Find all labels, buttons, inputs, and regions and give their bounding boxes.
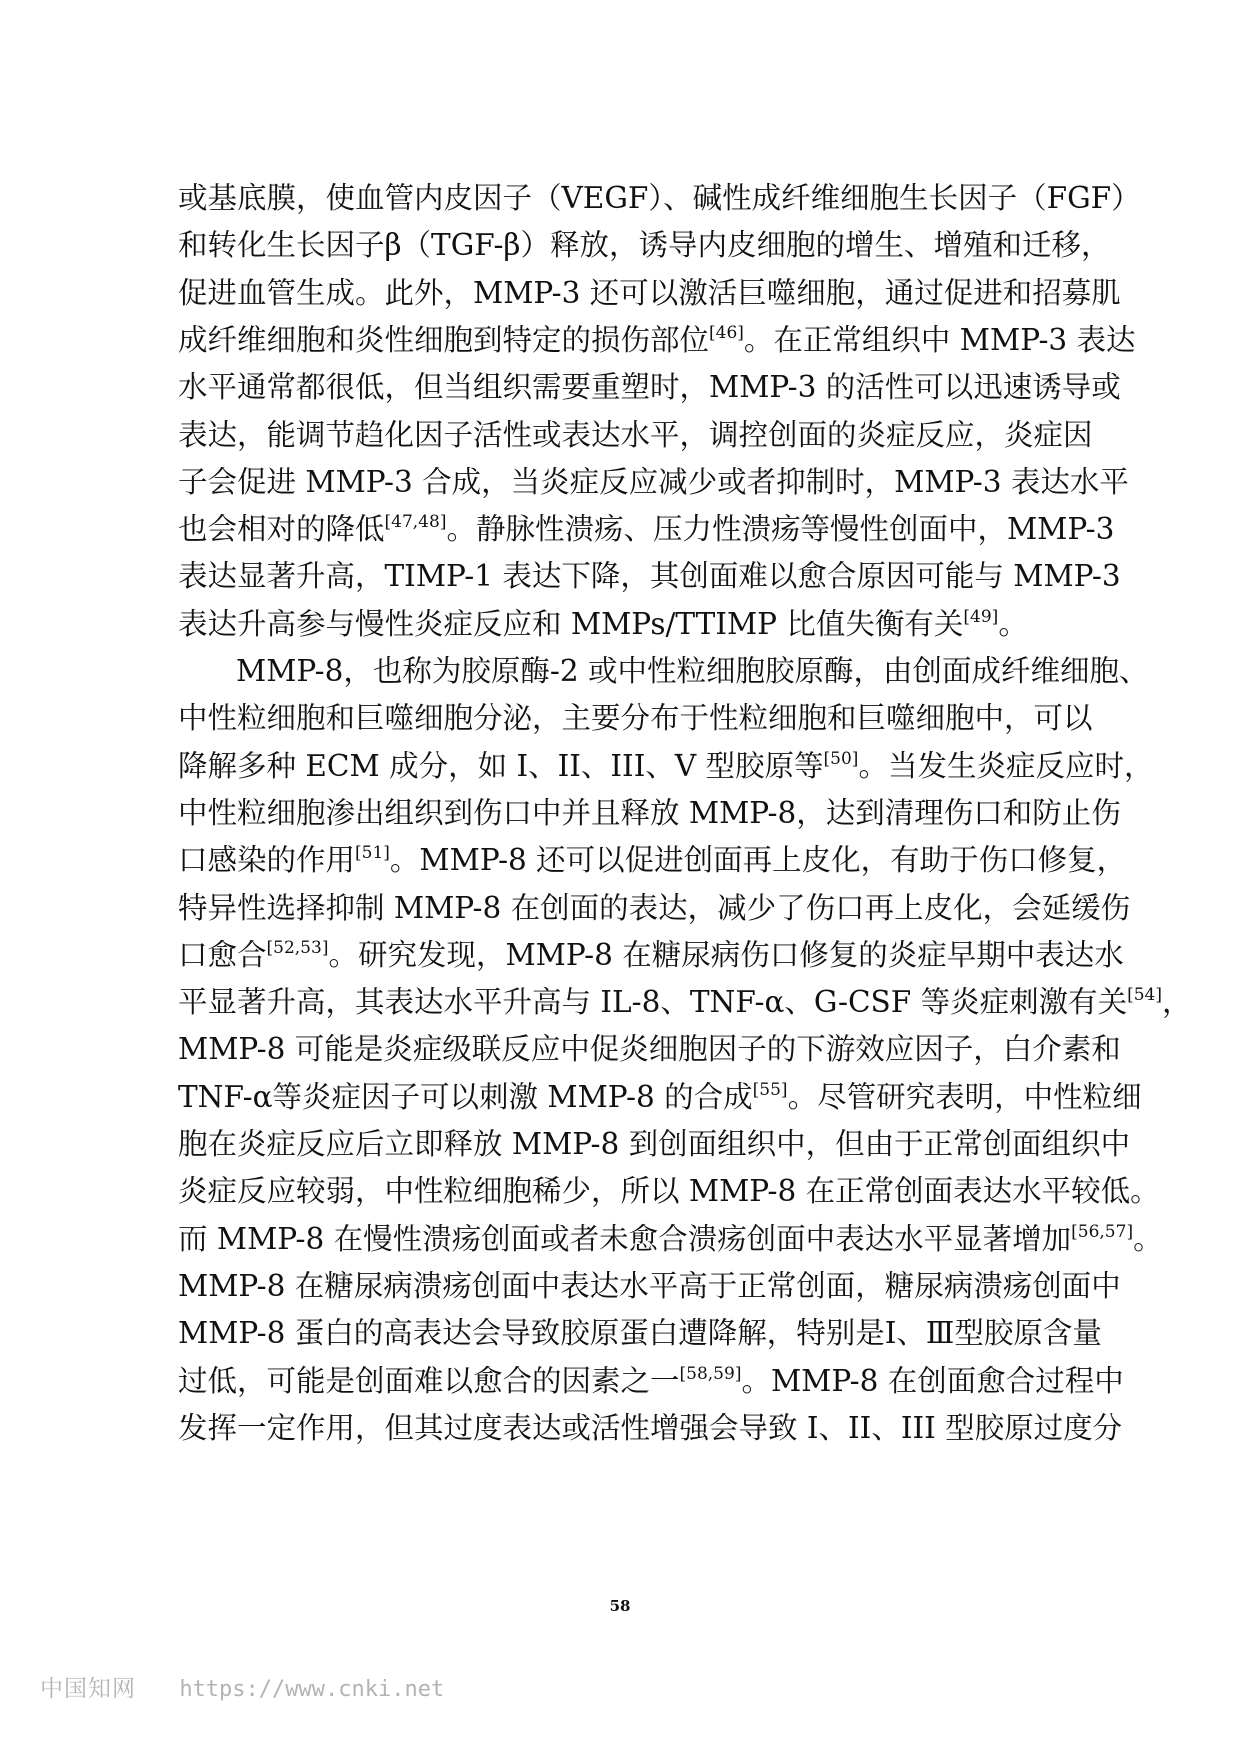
line-text-continued: 。研究发现，MMP-8 在糖尿病伤口修复的炎症早期中表达水 xyxy=(328,938,1124,972)
citation-reference: [52,53] xyxy=(266,938,329,959)
text-line xyxy=(236,651,1149,691)
text-line xyxy=(178,1171,1160,1211)
citation-reference: [54] xyxy=(1127,985,1162,1006)
line-text: 降解多种 ECM 成分，如 I、II、III、V 型胶原等 xyxy=(178,749,824,783)
citation-reference: [55] xyxy=(752,1080,788,1101)
line-text: 平显著升高，其表达水平升高与 IL-8、TNF-α、G-CSF 等炎症刺激有关 xyxy=(178,985,1128,1019)
text-line xyxy=(178,604,1098,644)
text-line xyxy=(178,1029,1121,1069)
text-line xyxy=(178,1077,1142,1117)
line-text: 也会相对的降低 xyxy=(178,512,385,546)
cnki-watermark xyxy=(40,1670,444,1703)
text-line xyxy=(178,746,1154,786)
text-line xyxy=(178,1361,1124,1401)
line-text: 表达升高参与慢性炎症反应和 MMPs/TTIMP 比值失衡有关 xyxy=(178,607,964,641)
text-line xyxy=(178,888,1131,928)
watermark-url: https://www.cnki.net xyxy=(179,1677,445,1702)
line-text-continued: 。MMP-8 在创面愈合过程中 xyxy=(741,1364,1124,1398)
text-line xyxy=(178,1266,1121,1306)
line-text: MMP-8 可能是炎症级联反应中促炎细胞因子的下游效应因子，白介素和 xyxy=(178,1032,1121,1066)
line-text-continued: ， xyxy=(1162,985,1192,1019)
line-text: 促进血管生成。此外，MMP-3 还可以激活巨噬细胞，通过促进和招募肌 xyxy=(178,276,1121,310)
text-line xyxy=(178,462,1129,502)
text-line xyxy=(178,320,1136,360)
line-text: 特异性选择抑制 MMP-8 在创面的表达，减少了伤口再上皮化，会延缓伤 xyxy=(178,891,1131,925)
line-text: 成纤维细胞和炎性细胞到特定的损伤部位 xyxy=(178,323,710,357)
citation-reference: [46] xyxy=(709,323,744,344)
line-text: MMP-8 蛋白的高表达会导致胶原蛋白遭降解，特别是Ⅰ、Ⅲ型胶原含量 xyxy=(178,1316,1102,1350)
citation-reference: [50] xyxy=(823,749,859,770)
line-text: 子会促进 MMP-3 合成，当炎症反应减少或者抑制时，MMP-3 表达水平 xyxy=(178,465,1129,499)
line-text: 口愈合 xyxy=(178,938,267,972)
citation-reference: [49] xyxy=(963,607,999,628)
text-line xyxy=(178,225,1111,265)
line-text-continued: 。尽管研究表明，中性粒细 xyxy=(787,1080,1142,1114)
line-text-continued: 。MMP-8 还可以促进创面再上皮化，有助于伤口修复， xyxy=(389,843,1127,877)
text-line xyxy=(178,1408,1123,1448)
line-text-continued: 。在正常组织中 MMP-3 表达 xyxy=(743,323,1136,357)
text-line xyxy=(178,415,1098,455)
text-line xyxy=(178,840,1127,880)
line-text: MMP-8，也称为胶原酶-2 或中性粒细胞胶原酶，由创面成纤维细胞、 xyxy=(236,654,1149,688)
citation-reference: [51] xyxy=(355,843,390,864)
text-line xyxy=(178,556,1121,596)
text-line xyxy=(178,1124,1131,1164)
line-text-continued: 。当发生炎症反应时， xyxy=(858,749,1154,783)
line-text: 口感染的作用 xyxy=(178,843,356,877)
citation-reference: [56,57] xyxy=(1071,1222,1134,1243)
line-text: 发挥一定作用，但其过度表达或活性增强会导致 I、II、III 型胶原过度分 xyxy=(178,1411,1123,1445)
page-number: 58 xyxy=(609,1597,631,1615)
line-text: 炎症反应较弱，中性粒细胞稀少，所以 MMP-8 在正常创面表达水平较低。 xyxy=(178,1174,1160,1208)
line-text-continued: 。 xyxy=(998,607,1028,641)
text-line xyxy=(178,178,1141,218)
line-text: 和转化生长因子β（TGF-β）释放，诱导内皮细胞的增生、增殖和迁移， xyxy=(178,228,1111,262)
line-text: 而 MMP-8 在慢性溃疡创面或者未愈合溃疡创面中表达水平显著增加 xyxy=(178,1222,1072,1256)
line-text: 中性粒细胞和巨噬细胞分泌，主要分布于性粒细胞和巨噬细胞中，可以 xyxy=(178,701,1093,735)
citation-reference: [47,48] xyxy=(384,512,447,533)
watermark-site-name: 中国知网 xyxy=(40,1676,136,1702)
text-line xyxy=(178,1313,1102,1353)
line-text: 水平通常都很低，但当组织需要重塑时，MMP-3 的活性可以迅速诱导或 xyxy=(178,370,1121,404)
line-text: 胞在炎症反应后立即释放 MMP-8 到创面组织中，但由于正常创面组织中 xyxy=(178,1127,1131,1161)
text-line xyxy=(178,1219,1163,1259)
text-line xyxy=(178,367,1121,407)
citation-reference: [58,59] xyxy=(679,1364,742,1385)
text-line xyxy=(178,982,1192,1022)
line-text: MMP-8 在糖尿病溃疡创面中表达水平高于正常创面，糖尿病溃疡创面中 xyxy=(178,1269,1121,1303)
line-text: TNF-α等炎症因子可以刺激 MMP-8 的合成 xyxy=(178,1080,753,1114)
line-text-continued: 。 xyxy=(1133,1222,1163,1256)
text-line xyxy=(178,509,1115,549)
line-text: 中性粒细胞渗出组织到伤口中并且释放 MMP-8，达到清理伤口和防止伤 xyxy=(178,796,1121,830)
text-line xyxy=(178,698,1098,738)
line-text-continued: 。静脉性溃疡、压力性溃疡等慢性创面中，MMP-3 xyxy=(446,512,1115,546)
line-text: 表达，能调节趋化因子活性或表达水平，调控创面的炎症反应，炎症因 xyxy=(178,418,1093,452)
text-line xyxy=(178,273,1121,313)
line-text: 表达显著升高，TIMP-1 表达下降，其创面难以愈合原因可能与 MMP-3 xyxy=(178,559,1121,593)
text-line xyxy=(178,935,1124,975)
line-text: 过低，可能是创面难以愈合的因素之一 xyxy=(178,1364,680,1398)
line-text: 或基底膜，使血管内皮因子（VEGF）、碱性成纤维细胞生长因子（FGF） xyxy=(178,181,1141,215)
text-line xyxy=(178,793,1121,833)
